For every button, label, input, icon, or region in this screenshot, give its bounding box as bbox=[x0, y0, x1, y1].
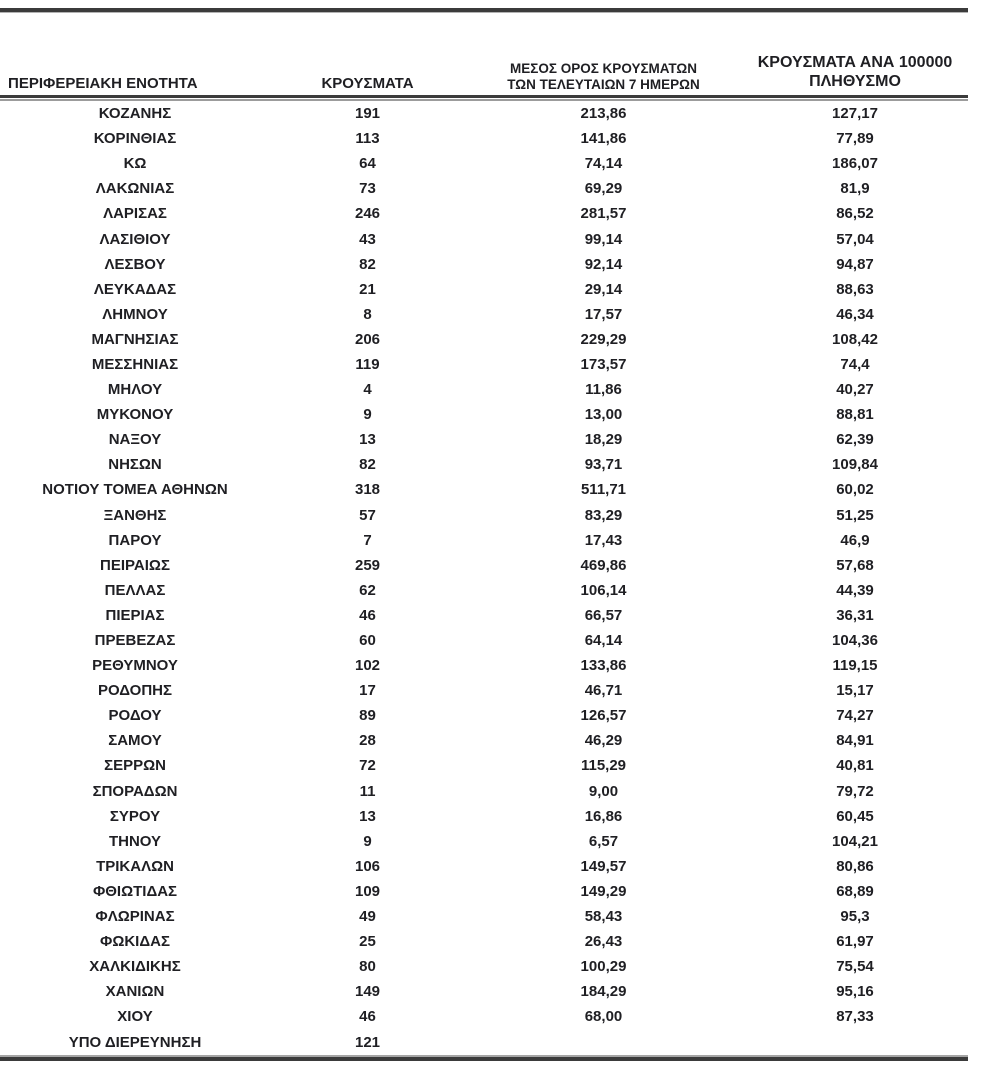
cell-cases: 46 bbox=[359, 1008, 376, 1026]
cell-cases: 82 bbox=[359, 456, 376, 474]
cell-cases: 25 bbox=[359, 933, 376, 951]
cell-avg7days: 13,00 bbox=[584, 406, 623, 424]
cell-per100k: 74,4 bbox=[840, 355, 870, 373]
table-row bbox=[0, 352, 968, 377]
cell-region: ΜΥΚΟΝΟΥ bbox=[96, 406, 174, 424]
cell-cases: 246 bbox=[354, 205, 381, 223]
table-row bbox=[0, 553, 968, 578]
table-row bbox=[0, 452, 968, 477]
cell-cases: 49 bbox=[359, 908, 376, 926]
cell-avg7days: 99,14 bbox=[584, 230, 623, 248]
cell-region: ΡΟΔΟΥ bbox=[108, 707, 162, 725]
table-row bbox=[0, 854, 968, 879]
cell-per100k: 74,27 bbox=[836, 707, 874, 725]
table-row bbox=[0, 879, 968, 904]
cell-cases: 21 bbox=[359, 280, 376, 298]
cell-cases: 60 bbox=[359, 632, 376, 650]
table-row bbox=[0, 427, 968, 452]
cell-per100k: 46,34 bbox=[836, 305, 874, 323]
cell-avg7days: 115,29 bbox=[580, 757, 627, 775]
cell-region: ΠΕΙΡΑΙΩΣ bbox=[100, 556, 170, 574]
cell-per100k: 104,36 bbox=[832, 632, 878, 650]
cell-cases: 57 bbox=[359, 506, 376, 524]
table-row bbox=[0, 603, 968, 628]
cell-cases: 191 bbox=[354, 105, 381, 123]
cell-cases: 64 bbox=[359, 155, 376, 173]
table-row bbox=[0, 528, 968, 553]
cell-per100k: 46,9 bbox=[840, 531, 870, 549]
cell-per100k: 75,54 bbox=[836, 958, 874, 976]
cell-per100k: 88,63 bbox=[836, 280, 874, 298]
cell-region: ΝΟΤΙΟΥ ΤΟΜΕΑ ΑΘΗΝΩΝ bbox=[42, 481, 228, 499]
table-row bbox=[0, 578, 968, 603]
cell-per100k: 57,68 bbox=[836, 556, 874, 574]
cell-region: ΞΑΝΘΗΣ bbox=[103, 506, 167, 524]
table-row bbox=[0, 728, 968, 753]
col-header-per100k-line2: ΠΛΗΘΥΣΜΟ bbox=[809, 73, 901, 91]
cell-region: ΛΑΡΙΣΑΣ bbox=[103, 205, 167, 223]
table-row bbox=[0, 653, 968, 678]
cell-region: ΛΗΜΝΟΥ bbox=[102, 305, 168, 323]
cell-region: ΛΕΥΚΑΔΑΣ bbox=[93, 280, 177, 298]
cell-region: ΚΟΡΙΝΘΙΑΣ bbox=[93, 130, 177, 148]
table-row bbox=[0, 929, 968, 954]
covid-regional-cases-table bbox=[0, 8, 968, 1061]
cell-avg7days: 68,00 bbox=[584, 1008, 623, 1026]
cell-region: ΦΘΙΩΤΙΔΑΣ bbox=[92, 882, 178, 900]
cell-avg7days: 83,29 bbox=[584, 506, 623, 524]
cell-avg7days: 17,57 bbox=[584, 305, 623, 323]
cell-region: ΚΩ bbox=[123, 155, 147, 173]
cell-per100k: 80,86 bbox=[836, 857, 874, 875]
cell-region: ΡΟΔΟΠΗΣ bbox=[98, 682, 172, 700]
cell-avg7days: 93,71 bbox=[584, 456, 623, 474]
cell-region: ΛΑΚΩΝΙΑΣ bbox=[95, 180, 175, 198]
col-header-cases: ΚΡΟΥΣΜΑΤΑ bbox=[321, 75, 414, 93]
cell-per100k: 94,87 bbox=[836, 255, 874, 273]
table-row bbox=[0, 252, 968, 277]
col-header-avg7days-line2: ΤΩΝ ΤΕΛΕΥΤΑΙΩΝ 7 ΗΜΕΡΩΝ bbox=[507, 77, 700, 93]
col-header-per100k bbox=[742, 54, 968, 93]
cell-per100k: 40,81 bbox=[836, 757, 874, 775]
cell-cases: 28 bbox=[359, 732, 376, 750]
cell-per100k: 68,89 bbox=[836, 882, 874, 900]
table-row bbox=[0, 904, 968, 929]
cell-per100k: 36,31 bbox=[836, 606, 874, 624]
cell-cases: 149 bbox=[354, 983, 381, 1001]
cell-per100k: 88,81 bbox=[836, 406, 874, 424]
bottom-rule bbox=[0, 1055, 968, 1061]
cell-per100k: 108,42 bbox=[832, 330, 878, 348]
cell-region: ΤΗΝΟΥ bbox=[108, 832, 162, 850]
col-header-region: ΠΕΡΙΦΕΡΕΙΑΚΗ ΕΝΟΤΗΤΑ bbox=[8, 75, 198, 93]
cell-cases: 13 bbox=[359, 431, 376, 449]
cell-avg7days: 46,29 bbox=[584, 732, 623, 750]
cell-avg7days: 100,29 bbox=[580, 958, 627, 976]
table-row bbox=[0, 503, 968, 528]
col-header-per100k-line1: ΚΡΟΥΣΜΑΤΑ ΑΝΑ 100000 bbox=[757, 54, 953, 72]
cell-avg7days: 126,57 bbox=[580, 707, 627, 725]
cell-region: ΜΑΓΝΗΣΙΑΣ bbox=[91, 330, 179, 348]
cell-avg7days: 213,86 bbox=[580, 105, 627, 123]
cell-cases: 206 bbox=[354, 330, 381, 348]
table-row bbox=[0, 151, 968, 176]
cell-cases: 8 bbox=[363, 305, 372, 323]
cell-cases: 11 bbox=[359, 782, 376, 800]
cell-cases: 43 bbox=[359, 230, 376, 248]
table-row bbox=[0, 979, 968, 1004]
cell-region: ΛΕΣΒΟΥ bbox=[104, 255, 166, 273]
table-row bbox=[0, 1004, 968, 1029]
cell-avg7days: 173,57 bbox=[580, 355, 627, 373]
table-row bbox=[0, 804, 968, 829]
cell-region: ΦΩΚΙΔΑΣ bbox=[100, 933, 170, 951]
table-row bbox=[0, 377, 968, 402]
col-header-avg7days bbox=[465, 61, 742, 93]
cell-per100k: 86,52 bbox=[836, 205, 874, 223]
cell-cases: 9 bbox=[363, 832, 372, 850]
cell-avg7days: 9,00 bbox=[588, 782, 619, 800]
cell-per100k: 61,97 bbox=[836, 933, 874, 951]
table-row bbox=[0, 302, 968, 327]
table-row bbox=[0, 954, 968, 979]
cell-cases: 113 bbox=[355, 130, 380, 148]
cell-region: ΧΑΝΙΩΝ bbox=[105, 983, 165, 1001]
cell-per100k: 127,17 bbox=[832, 105, 878, 123]
cell-per100k: 87,33 bbox=[836, 1008, 874, 1026]
table-row bbox=[0, 628, 968, 653]
cell-avg7days: 18,29 bbox=[584, 431, 623, 449]
table-row bbox=[0, 779, 968, 804]
cell-avg7days: 17,43 bbox=[584, 531, 623, 549]
table-row bbox=[0, 402, 968, 427]
cell-cases: 9 bbox=[363, 406, 372, 424]
table-row bbox=[0, 1029, 968, 1054]
cell-cases: 7 bbox=[363, 531, 372, 549]
cell-avg7days: 69,29 bbox=[584, 180, 623, 198]
cell-avg7days: 11,86 bbox=[585, 381, 622, 399]
table-row bbox=[0, 277, 968, 302]
table-row bbox=[0, 327, 968, 352]
cell-per100k: 81,9 bbox=[840, 180, 870, 198]
cell-region: ΦΛΩΡΙΝΑΣ bbox=[95, 908, 175, 926]
cell-region: ΝΗΣΩΝ bbox=[108, 456, 162, 474]
table-row bbox=[0, 176, 968, 201]
cell-cases: 72 bbox=[359, 757, 376, 775]
cell-per100k: 77,89 bbox=[836, 130, 874, 148]
table-row bbox=[0, 678, 968, 703]
cell-cases: 109 bbox=[354, 882, 381, 900]
cell-region: ΤΡΙΚΑΛΩΝ bbox=[96, 857, 174, 875]
cell-avg7days: 6,57 bbox=[588, 832, 619, 850]
cell-avg7days: 281,57 bbox=[580, 205, 627, 223]
cell-cases: 73 bbox=[359, 180, 376, 198]
cell-cases: 102 bbox=[354, 657, 381, 675]
cell-per100k: 186,07 bbox=[832, 155, 878, 173]
cell-cases: 259 bbox=[354, 556, 381, 574]
cell-region: ΜΕΣΣΗΝΙΑΣ bbox=[91, 355, 179, 373]
cell-region: ΠΑΡΟΥ bbox=[108, 531, 162, 549]
cell-cases: 46 bbox=[359, 606, 376, 624]
cell-per100k: 60,02 bbox=[836, 481, 874, 499]
cell-region: ΠΕΛΛΑΣ bbox=[104, 581, 166, 599]
cell-per100k: 119,15 bbox=[832, 657, 878, 675]
cell-avg7days: 149,29 bbox=[580, 882, 627, 900]
cell-cases: 82 bbox=[359, 255, 376, 273]
cell-per100k: 104,21 bbox=[832, 832, 878, 850]
cell-per100k: 60,45 bbox=[836, 807, 874, 825]
cell-cases: 80 bbox=[359, 958, 376, 976]
table-row bbox=[0, 703, 968, 728]
cell-avg7days: 184,29 bbox=[580, 983, 627, 1001]
cell-avg7days: 229,29 bbox=[580, 330, 627, 348]
cell-avg7days: 64,14 bbox=[584, 632, 623, 650]
cell-region: ΠΙΕΡΙΑΣ bbox=[105, 606, 165, 624]
cell-region: ΜΗΛΟΥ bbox=[107, 381, 163, 399]
cell-cases: 17 bbox=[359, 682, 376, 700]
cell-per100k: 95,16 bbox=[836, 983, 874, 1001]
cell-cases: 62 bbox=[359, 581, 376, 599]
cell-cases: 89 bbox=[359, 707, 376, 725]
cell-avg7days: 133,86 bbox=[580, 657, 627, 675]
cell-avg7days: 74,14 bbox=[584, 155, 623, 173]
cell-region: ΣΕΡΡΩΝ bbox=[104, 757, 166, 775]
cell-per100k: 15,17 bbox=[836, 682, 874, 700]
table-row bbox=[0, 126, 968, 151]
cell-avg7days: 511,71 bbox=[580, 481, 627, 499]
cell-per100k: 40,27 bbox=[836, 381, 874, 399]
table-body bbox=[0, 101, 968, 1055]
table-row bbox=[0, 753, 968, 778]
cell-avg7days: 106,14 bbox=[580, 581, 627, 599]
cell-cases: 13 bbox=[359, 807, 376, 825]
cell-avg7days: 46,71 bbox=[584, 682, 623, 700]
cell-avg7days: 469,86 bbox=[580, 556, 627, 574]
cell-avg7days: 58,43 bbox=[584, 908, 623, 926]
cell-region: ΥΠΟ ΔΙΕΡΕΥΝΗΣΗ bbox=[68, 1033, 202, 1051]
table-row bbox=[0, 829, 968, 854]
table-row bbox=[0, 477, 968, 502]
cell-avg7days: 16,86 bbox=[584, 807, 623, 825]
table-header-row bbox=[0, 13, 968, 95]
cell-per100k: 62,39 bbox=[836, 431, 874, 449]
table-row bbox=[0, 226, 968, 251]
cell-cases: 119 bbox=[355, 355, 380, 373]
cell-cases: 106 bbox=[354, 857, 381, 875]
cell-avg7days: 66,57 bbox=[584, 606, 623, 624]
cell-per100k: 95,3 bbox=[840, 908, 870, 926]
cell-avg7days: 141,86 bbox=[580, 130, 627, 148]
cell-region: ΧΑΛΚΙΔΙΚΗΣ bbox=[89, 958, 181, 976]
cell-cases: 121 bbox=[354, 1033, 381, 1051]
col-header-avg7days-line1: ΜΕΣΟΣ ΟΡΟΣ ΚΡΟΥΣΜΑΤΩΝ bbox=[510, 61, 697, 77]
cell-avg7days: 26,43 bbox=[584, 933, 623, 951]
cell-region: ΣΥΡΟΥ bbox=[109, 807, 161, 825]
table-row bbox=[0, 201, 968, 226]
table-row bbox=[0, 101, 968, 126]
cell-per100k: 79,72 bbox=[836, 782, 874, 800]
cell-per100k: 109,84 bbox=[832, 456, 878, 474]
cell-cases: 4 bbox=[363, 381, 372, 399]
cell-region: ΡΕΘΥΜΝΟΥ bbox=[92, 657, 178, 675]
cell-region: ΣΠΟΡΑΔΩΝ bbox=[92, 782, 178, 800]
cell-region: ΣΑΜΟΥ bbox=[108, 732, 162, 750]
cell-per100k: 44,39 bbox=[836, 581, 874, 599]
cell-avg7days: 29,14 bbox=[584, 280, 623, 298]
cell-region: ΝΑΞΟΥ bbox=[108, 431, 162, 449]
cell-region: ΧΙΟΥ bbox=[117, 1008, 153, 1026]
cell-region: ΚΟΖΑΝΗΣ bbox=[98, 105, 172, 123]
cell-region: ΛΑΣΙΘΙΟΥ bbox=[99, 230, 171, 248]
cell-cases: 318 bbox=[354, 481, 381, 499]
cell-per100k: 84,91 bbox=[836, 732, 874, 750]
cell-region: ΠΡΕΒΕΖΑΣ bbox=[94, 632, 176, 650]
cell-avg7days: 92,14 bbox=[584, 255, 623, 273]
cell-per100k: 51,25 bbox=[836, 506, 874, 524]
cell-per100k: 57,04 bbox=[836, 230, 874, 248]
cell-avg7days: 149,57 bbox=[580, 857, 627, 875]
